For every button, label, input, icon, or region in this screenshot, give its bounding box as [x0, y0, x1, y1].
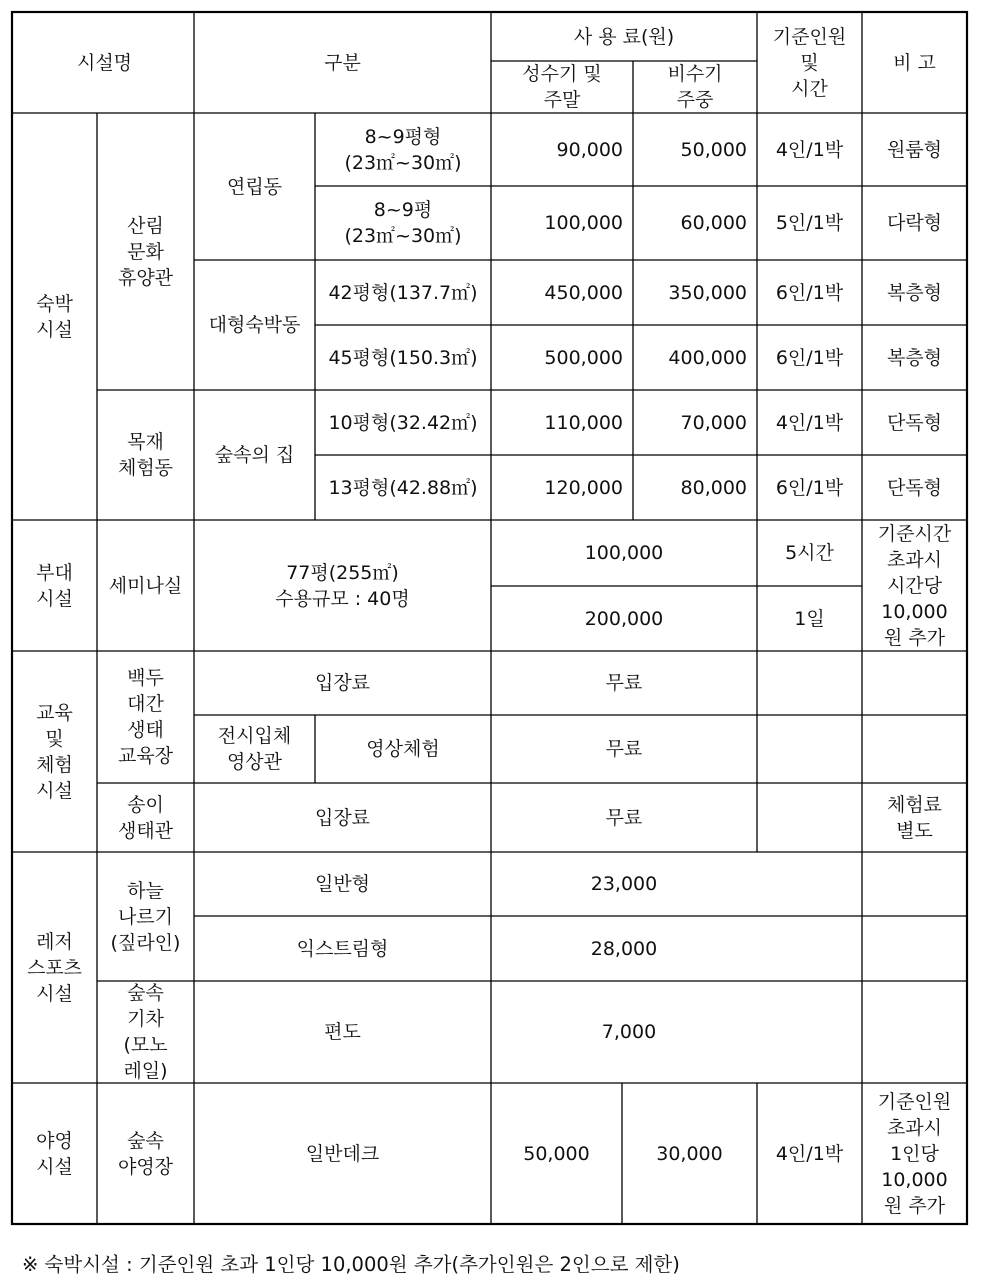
- zipline: 하늘 나르기 (짚라인): [110, 879, 181, 954]
- capacity: 6인/1박: [775, 281, 844, 304]
- deck-offpeak-fee: 30,000: [656, 1142, 723, 1165]
- mushroom-hall: 송이 생태관: [117, 793, 174, 842]
- seminar-time-5h: 5시간: [785, 542, 834, 564]
- seminar-size: 77평(255㎡) 수용규모 : 40명: [275, 561, 410, 610]
- deck-peak-fee: 50,000: [523, 1142, 590, 1165]
- header-facility: 시설명: [76, 51, 133, 74]
- zipline-extreme-fee: 28,000: [590, 937, 658, 960]
- seminar-fee-day: 200,000: [584, 607, 664, 630]
- baekdu-center: 백두 대간 생태 교육장: [117, 667, 174, 767]
- capacity: 6인/1박: [775, 346, 844, 369]
- capacity: 6인/1박: [775, 476, 844, 499]
- subgroup-wood-exp: 목재 체험동: [117, 431, 174, 479]
- group-leisure: 레저 스포츠 시설: [26, 930, 83, 1005]
- room-type: 45평형(150.3㎡): [328, 346, 478, 369]
- seminar-fee-5h: 100,000: [584, 542, 664, 564]
- mushroom-remark: 체험료 별도: [886, 793, 943, 842]
- capacity: 4인/1박: [775, 411, 844, 434]
- remark: 복층형: [886, 281, 943, 304]
- seminar-time-day: 1일: [794, 607, 825, 630]
- header-fee: 사 용 료(원): [573, 25, 675, 48]
- peak-fee: 450,000: [544, 281, 623, 304]
- exhibit-hall: 전시입체 영상관: [217, 725, 292, 773]
- building-row-house: 연립동: [226, 175, 283, 198]
- mushroom-admission: 입장료: [314, 806, 371, 829]
- peak-fee: 110,000: [544, 411, 623, 434]
- header-remarks: 비 고: [893, 51, 936, 74]
- header-capacity: 기준인원 및 시간: [772, 25, 847, 100]
- peak-fee: 100,000: [544, 212, 623, 234]
- room-type: 8~9평 (23㎡~30㎡): [344, 199, 462, 247]
- video-experience-fee: 무료: [605, 738, 643, 760]
- peak-fee: 500,000: [544, 346, 623, 369]
- subgroup-forest-hall: 산림 문화 휴양관: [117, 214, 174, 289]
- room-type: 13평형(42.88㎡): [328, 476, 478, 499]
- offpeak-fee: 400,000: [668, 346, 747, 369]
- group-annex: 부대 시설: [36, 561, 73, 610]
- forest-campsite: 숲속 야영장: [117, 1129, 174, 1178]
- offpeak-fee: 50,000: [680, 138, 747, 161]
- mushroom-admission-fee: 무료: [605, 806, 643, 829]
- monorail-oneway-fee: 7,000: [601, 1021, 657, 1043]
- header-offpeak: 비수기 주중: [667, 63, 723, 111]
- room-type: 10평형(32.42㎡): [328, 411, 478, 434]
- capacity: 5인/1박: [775, 212, 844, 234]
- deck-capacity: 4인/1박: [775, 1142, 844, 1165]
- video-experience: 영상체험: [366, 738, 440, 760]
- group-education: 교육 및 체험 시설: [36, 701, 73, 802]
- remark: 단독형: [886, 411, 943, 434]
- zipline-normal: 일반형: [314, 873, 371, 895]
- baekdu-admission: 입장료: [314, 672, 371, 694]
- group-lodging: 숙박 시설: [36, 292, 73, 341]
- remark: 단독형: [886, 476, 943, 499]
- footnote: ※ 숙박시설 : 기준인원 초과 1인당 10,000원 추가(추가인원은 2인으로 제한): [22, 1253, 680, 1276]
- capacity: 4인/1박: [775, 138, 844, 161]
- baekdu-admission-fee: 무료: [605, 672, 643, 694]
- building-forest-house: 숲속의 집: [214, 444, 295, 466]
- monorail: 숲속 기차 (모노 레일): [123, 982, 168, 1082]
- room-type: 42평형(137.7㎡): [328, 281, 478, 304]
- peak-fee: 120,000: [544, 476, 623, 499]
- offpeak-fee: 70,000: [680, 411, 747, 434]
- deck-remark: 기준인원 초과시 1인당 10,000 원 추가: [877, 1090, 952, 1217]
- seminar-room: 세미나실: [108, 574, 183, 597]
- offpeak-fee: 80,000: [680, 476, 747, 499]
- building-large-lodging: 대형숙박동: [208, 314, 301, 336]
- remark: 원룸형: [886, 138, 943, 161]
- header-category: 구분: [324, 51, 361, 74]
- header-peak: 성수기 및 주말: [522, 63, 602, 111]
- monorail-oneway: 편도: [324, 1021, 361, 1043]
- peak-fee: 90,000: [556, 138, 623, 161]
- remark: 복층형: [886, 346, 943, 369]
- zipline-normal-fee: 23,000: [590, 873, 658, 895]
- group-camping: 야영 시설: [36, 1129, 73, 1178]
- offpeak-fee: 60,000: [680, 212, 747, 234]
- seminar-remark: 기준시간 초과시 시간당 10,000 원 추가: [877, 522, 952, 649]
- offpeak-fee: 350,000: [668, 281, 747, 304]
- standard-deck: 일반데크: [305, 1142, 380, 1165]
- zipline-extreme: 익스트림형: [296, 937, 389, 960]
- room-type: 8~9평형 (23㎡~30㎡): [344, 125, 462, 174]
- remark: 다락형: [886, 212, 943, 234]
